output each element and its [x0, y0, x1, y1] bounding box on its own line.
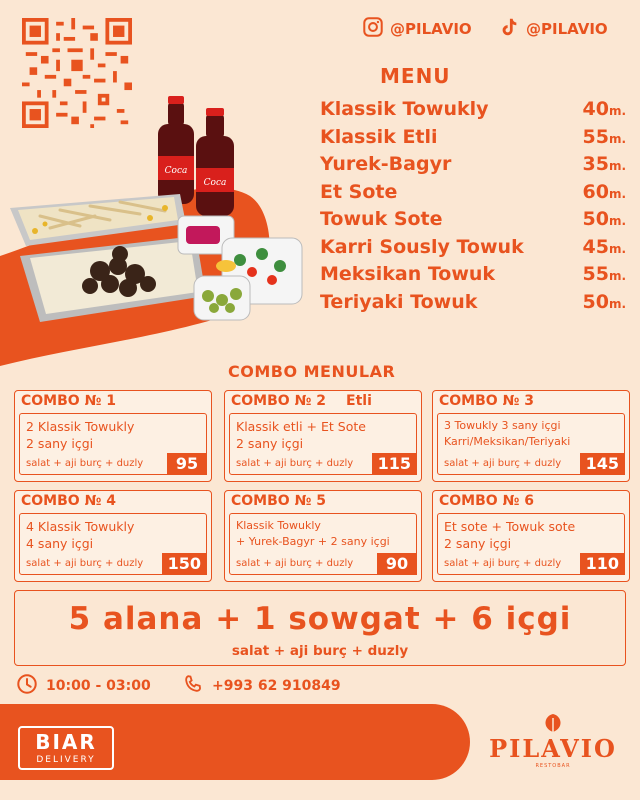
- menu-item-price: 45m.: [582, 235, 626, 258]
- combo-price: 150: [162, 553, 207, 575]
- offer-main-text: 5 alana + 1 sowgat + 6 içgi: [68, 601, 572, 637]
- combo-title-extra: Etli: [346, 393, 372, 409]
- menu-item: [320, 291, 626, 319]
- phone-number[interactable]: [182, 674, 341, 698]
- combo-extras: salat + aji burç + duzly: [26, 458, 144, 469]
- menu-item: [320, 263, 626, 291]
- combo-price: 95: [167, 453, 207, 475]
- combo-card-2[interactable]: [224, 390, 422, 482]
- combo-line: Klassik Towukly: [236, 519, 321, 532]
- menu-item-price: 55m.: [582, 263, 626, 285]
- combo-body: [437, 513, 625, 575]
- svg-text:Coca: Coca: [203, 178, 227, 188]
- combo-title: COMBO № 5: [231, 493, 327, 509]
- combo-lines: [26, 518, 202, 552]
- food-illustration: [0, 96, 315, 366]
- pilavio-logo-tagline: RESTOBAR: [535, 763, 571, 769]
- combo-line: 3 Towukly 3 sany içgi: [444, 419, 561, 432]
- tiktok-icon: [498, 16, 520, 42]
- combo-lines: [236, 518, 412, 550]
- biar-logo-sub: DELIVERY: [36, 755, 96, 765]
- combo-lines: [444, 518, 620, 552]
- combo-card-3[interactable]: [432, 390, 630, 482]
- biar-delivery-logo[interactable]: [18, 726, 114, 770]
- opening-hours: [16, 674, 151, 698]
- menu-item-name: Meksikan Towuk: [320, 263, 496, 285]
- opening-hours-text: 10:00 - 03:00: [46, 678, 151, 694]
- menu-item-price: 55m.: [582, 125, 626, 148]
- combo-card-1[interactable]: [14, 390, 212, 482]
- combo-lines: [444, 418, 620, 450]
- combo-line: 2 sany içgi: [236, 436, 304, 451]
- combo-line: 2 sany içgi: [444, 536, 512, 551]
- menu-item-price: 35m.: [582, 153, 626, 175]
- menu-item-price: 50m.: [582, 208, 626, 230]
- combo-lines: [236, 418, 412, 452]
- combo-title: COMBO № 1: [21, 393, 117, 409]
- combo-title: COMBO № 3: [439, 393, 535, 409]
- tiktok-handle[interactable]: [498, 16, 608, 42]
- menu-title: MENU: [380, 64, 451, 88]
- phone-number-text: +993 62 910849: [212, 678, 341, 694]
- menu-item: [320, 208, 626, 236]
- menu-item-name: Towuk Sote: [320, 208, 443, 230]
- combo-price: 145: [580, 453, 625, 475]
- combo-price: 90: [377, 553, 417, 575]
- combo-body: [229, 413, 417, 475]
- combo-line: 4 sany içgi: [26, 536, 94, 551]
- combo-line: Karri/Meksikan/Teriyaki: [444, 435, 571, 448]
- combo-title: COMBO № 4: [21, 493, 117, 509]
- combo-heading: COMBO MENULAR: [228, 362, 396, 381]
- menu-list: [320, 98, 626, 318]
- clock-icon: [16, 673, 38, 699]
- combo-body: [437, 413, 625, 475]
- combo-line: 2 sany içgi: [26, 436, 94, 451]
- combo-line: 2 Klassik Towukly: [26, 419, 135, 434]
- combo-body: [19, 413, 207, 475]
- combo-line: Et sote + Towuk sote: [444, 519, 576, 534]
- instagram-handle[interactable]: [362, 16, 472, 42]
- combo-extras: salat + aji burç + duzly: [236, 458, 354, 469]
- instagram-handle-text: @PILAVIO: [390, 20, 472, 38]
- combo-card-6[interactable]: [432, 490, 630, 582]
- svg-text:Coca: Coca: [164, 166, 188, 176]
- menu-item-name: Klassik Towukly: [320, 98, 489, 120]
- menu-item: [320, 236, 626, 264]
- menu-item-name: Yurek-Bagyr: [320, 153, 452, 175]
- phone-icon: [182, 673, 204, 699]
- combo-lines: [26, 418, 202, 452]
- combo-price: 115: [372, 453, 417, 475]
- combo-line: 4 Klassik Towukly: [26, 519, 135, 534]
- combo-title: COMBO № 2 Etli: [231, 393, 372, 409]
- combo-card-5[interactable]: [224, 490, 422, 582]
- tiktok-handle-text: @PILAVIO: [526, 20, 608, 38]
- combo-title: COMBO № 6: [439, 493, 535, 509]
- menu-item-name: Klassik Etli: [320, 125, 438, 148]
- menu-item: [320, 98, 626, 126]
- cola-bottle-2: [196, 108, 234, 216]
- combo-line: Klassik etli + Et Sote: [236, 419, 366, 434]
- menu-item: [320, 126, 626, 154]
- leaf-icon: [538, 712, 568, 734]
- pilavio-logo-name: PILAVIO: [489, 734, 617, 763]
- combo-body: [19, 513, 207, 575]
- menu-item: [320, 153, 626, 181]
- combo-extras: salat + aji burç + duzly: [444, 558, 562, 569]
- biar-logo-name: BIAR: [35, 730, 97, 754]
- pilavio-logo: [478, 726, 628, 769]
- offer-sub-text: salat + aji burç + duzly: [231, 643, 409, 659]
- menu-item: [320, 181, 626, 209]
- combo-extras: salat + aji burç + duzly: [236, 558, 354, 569]
- combo-line: + Yurek-Bagyr + 2 sany içgi: [236, 535, 390, 548]
- cola-bottle-1: [158, 96, 194, 204]
- menu-item-price: 60m.: [582, 180, 626, 203]
- combo-card-4[interactable]: [14, 490, 212, 582]
- combo-price: 110: [580, 553, 625, 575]
- menu-item-name: Karri Sously Towuk: [320, 235, 524, 258]
- menu-item-price: 40m.: [582, 98, 626, 120]
- menu-item-name: Teriyaki Towuk: [320, 290, 478, 313]
- combo-extras: salat + aji burç + duzly: [26, 558, 144, 569]
- combo-body: [229, 513, 417, 575]
- instagram-icon: [362, 16, 384, 42]
- combo-extras: salat + aji burç + duzly: [444, 458, 562, 469]
- menu-item-price: 50m.: [582, 290, 626, 313]
- group-offer-box[interactable]: [14, 590, 626, 666]
- menu-item-name: Et Sote: [320, 180, 398, 203]
